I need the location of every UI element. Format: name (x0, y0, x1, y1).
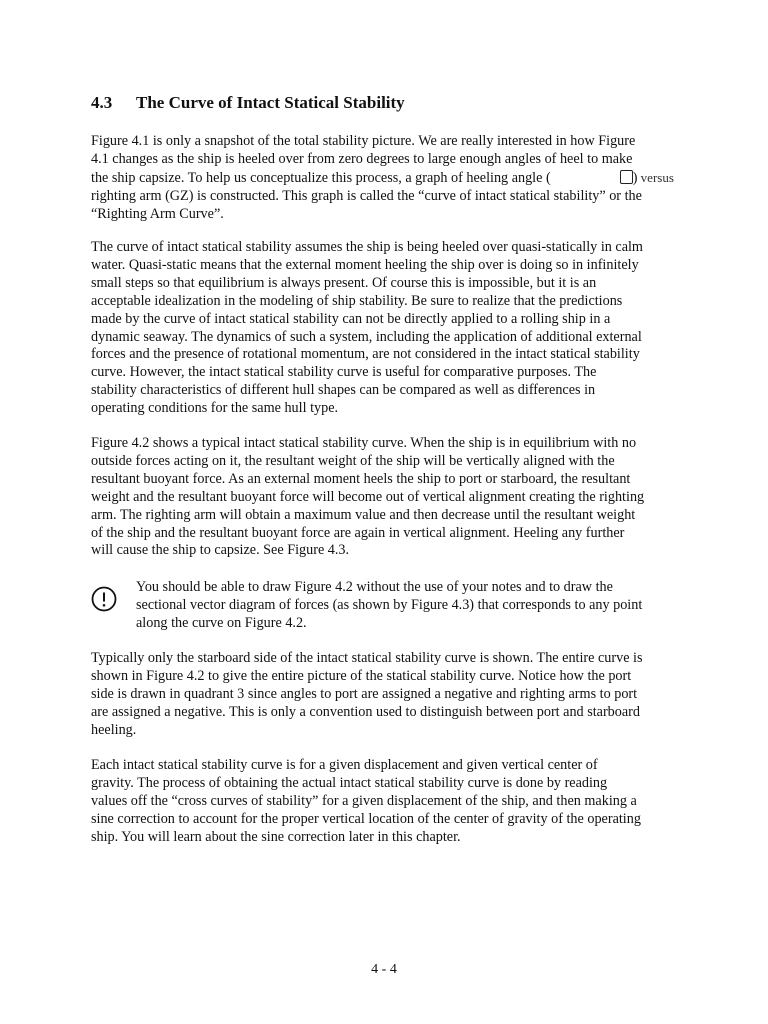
note-line: along the curve on Figure 4.2. (136, 614, 307, 631)
paragraph-line: resultant buoyant force. As an external moment heels the ship to port or starboard, the resultant (91, 470, 631, 487)
page-number: 4 - 4 (371, 962, 397, 977)
paragraph-line: “Righting Arm Curve”. (91, 205, 224, 222)
paragraph-line: dynamic seaway. The dynamics of such a system, including the application of additional external (91, 328, 642, 345)
paragraph-line: values off the “cross curves of stability” for a given displacement of the ship, and then making a (91, 792, 637, 809)
paragraph-line: Each intact statical stability curve is for a given displacement and given vertical center of (91, 757, 598, 773)
paragraph-line: curve. However, the intact statical stability curve is useful for comparative purposes. The (91, 364, 597, 381)
paragraph-line: made by the curve of intact statical stability can not be directly applied to a rolling ship in a (91, 310, 611, 327)
paragraph-line: righting arm (GZ) is constructed. This graph is called the “curve of intact statical stability” or the (91, 187, 642, 204)
paragraph-line: the ship capsize. To help us conceptualize this process, a graph of heeling angle ( ) versus (91, 169, 674, 186)
paragraph-line: sine correction to account for the proper vertical location of the center of gravity of the operating (91, 810, 641, 827)
paragraph-line: side is drawn in quadrant 3 since angles to port are assigned a negative and righting arms to port (91, 685, 638, 702)
paragraph-line: outside forces acting on it, the resultant weight of the ship will be vertically aligned with the (91, 452, 615, 469)
paragraph-line: shown in Figure 4.2 to give the entire picture of the statical stability curve. Notice how the port (91, 667, 632, 684)
paragraph-line: Figure 4.1 is only a snapshot of the total stability picture. We are really interested in how Figure (91, 133, 636, 149)
paragraph-3 (91, 435, 716, 560)
paragraph-line: acceptable idealization in the modeling of ship stability. Be sure to realize that the predictions (91, 292, 623, 309)
paragraph-line: small steps so that equilibrium is always present. Of course this is impossible, but it is an (91, 274, 597, 291)
paragraph-line: arm. The righting arm will obtain a maximum value and then decrease until the resultant weight (91, 506, 636, 523)
paragraph-line: are assigned a negative. This is only a convention used to distinguish between port and starboard (91, 703, 640, 720)
exclamation-circle-icon (91, 586, 117, 612)
paragraph-line: 4.1 changes as the ship is heeled over from zero degrees to large enough angles of heel to make (91, 150, 633, 167)
paragraph-line: Typically only the starboard side of the intact statical stability curve is shown. The entire curve is (91, 650, 643, 666)
section-number: 4.3 (91, 93, 113, 112)
paragraph-line: gravity. The process of obtaining the actual intact statical stability curve is done by reading (91, 774, 608, 791)
paragraph-line: heeling. (91, 721, 137, 738)
symbol-close-paren: ) (632, 169, 638, 186)
paragraph-line: weight and the resultant buoyant force will become out of vertical alignment creating the righting (91, 488, 645, 505)
note-line: You should be able to draw Figure 4.2 without the use of your notes and to draw the (136, 579, 613, 595)
paragraph-line: operating conditions for the same hull type. (91, 400, 339, 417)
paragraph-line: forces and the presence of rotational momentum, are not considered in the intact statical stability (91, 346, 640, 363)
paragraph-line: water. Quasi-static means that the external moment heeling the ship over is doing so in infinitely (91, 256, 639, 273)
paragraph-line: The curve of intact statical stability assumes the ship is being heeled over quasi-statically in calm (91, 239, 643, 255)
note-text (136, 579, 696, 633)
paragraph-5 (91, 650, 716, 740)
paragraph-1 (91, 133, 716, 224)
paragraph-line: of the ship and the resultant buoyant force are again in vertical alignment. Heeling any further (91, 524, 625, 541)
section-heading (91, 93, 405, 113)
paragraph-line: stability characteristics of different hull shapes can be compared as well as differences in (91, 382, 596, 399)
paragraph-line: Figure 4.2 shows a typical intact statical stability curve. When the ship is in equilibrium with no (91, 435, 637, 451)
versus-word: versus (637, 169, 674, 185)
paragraph-line: will cause the ship to capsize. See Figure 4.3. (91, 542, 350, 559)
section-title: The Curve of Intact Statical Stability (136, 93, 405, 112)
note-line: sectional vector diagram of forces (as shown by Figure 4.3) that corresponds to any point (136, 596, 643, 613)
missing-glyph-box-icon (620, 170, 633, 184)
paragraph-2 (91, 239, 716, 418)
paragraph-line: ship. You will learn about the sine correction later in this chapter. (91, 828, 461, 845)
paragraph-6 (91, 757, 716, 847)
